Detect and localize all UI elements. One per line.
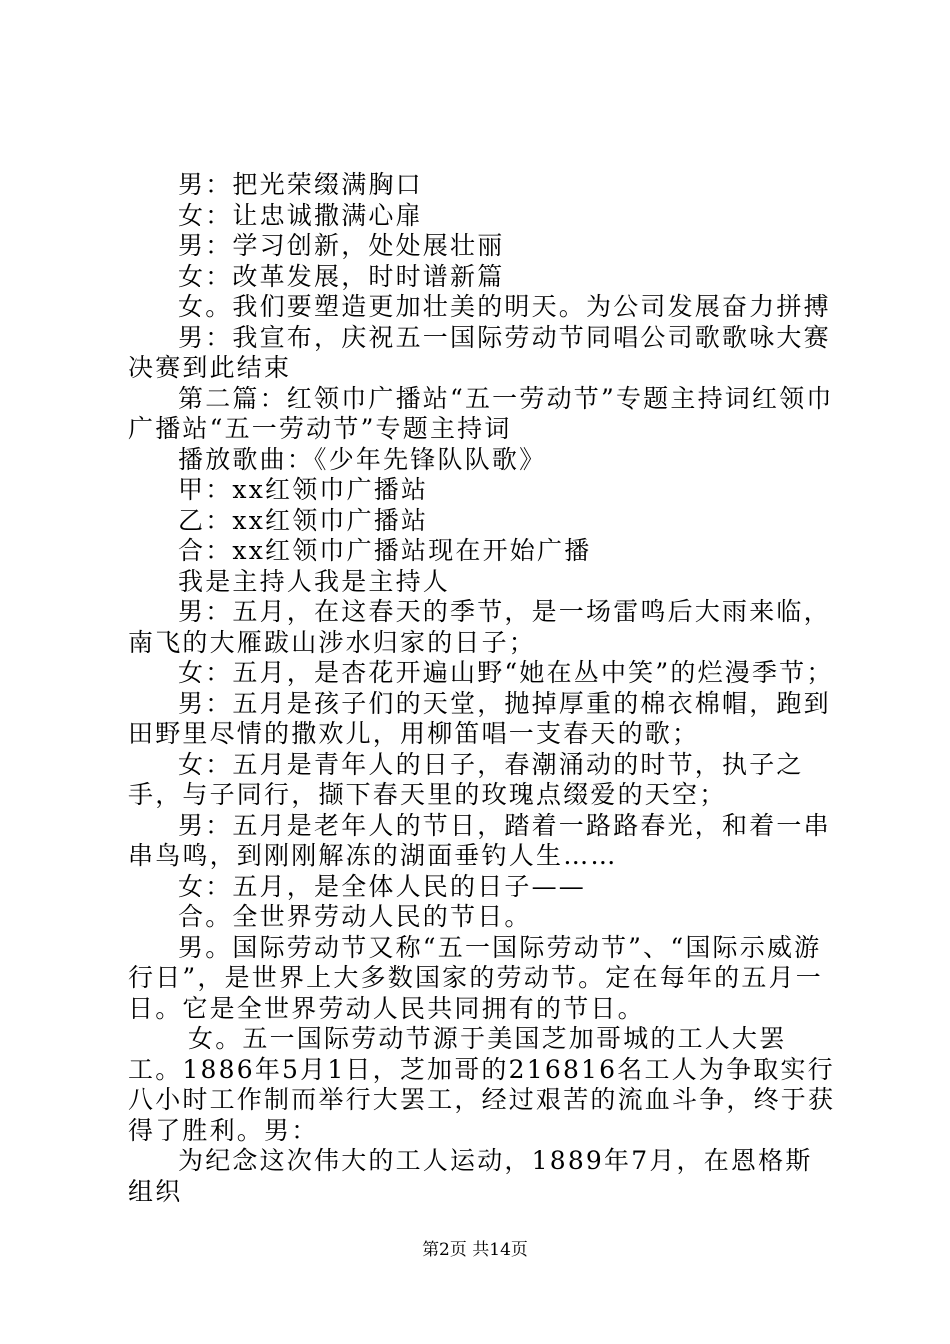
page-footer: 第2页 共14页 [422, 1240, 528, 1260]
paragraph: 女：改革发展，时时谱新篇 [178, 261, 505, 291]
paragraph: 男：我宣布，庆祝五一国际劳动节同唱公司歌歌咏大赛决赛到此结束 [128, 322, 831, 382]
document-body [128, 170, 838, 1207]
paragraph: 乙：xx红领巾广播站 [178, 505, 429, 535]
paragraph: 女：五月是青年人的日子，春潮涌动的时节，执子之手，与子同行，撷下春天里的玫瑰点缀爱的天空； [128, 749, 804, 809]
paragraph: 女：五月，是全体人民的日子—— [178, 871, 587, 901]
paragraph: 男：五月，在这春天的季节，是一场雷鸣后大雨来临，南飞的大雁跋山涉水归家的日子； [128, 597, 831, 657]
paragraph: 我是主持人我是主持人 [178, 566, 451, 596]
paragraph: 男。国际劳动节又称“五一国际劳动节”、“国际示威游行日”，是世界上大多数国家的劳动节。定在每年的五月一日。它是全世界劳动人民共同拥有的节日。 [128, 932, 823, 1023]
paragraph: 男：五月是孩子们的天堂，抛掉厚重的棉衣棉帽，跑到田野里尽情的撒欢儿，用柳笛唱一支春天的歌； [128, 688, 831, 748]
paragraph: 女。五一国际劳动节源于美国芝加哥城的工人大罢工。1886年5月1日，芝加哥的216816名工人为争取实行八小时工作制而举行大罢工，经过艰苦的流血斗争，终于获得了胜利。男： [128, 1024, 836, 1145]
paragraph: 合。全世界劳动人民的节日。 [178, 902, 532, 931]
paragraph: 男：学习创新，处处展壮丽 [178, 231, 505, 260]
paragraph: 女：五月，是杏花开遍山野“她在丛中笑”的烂漫季节； [178, 658, 834, 687]
paragraph: 男：把光荣缀满胸口 [178, 170, 423, 199]
paragraph: 合：xx红领巾广播站现在开始广播 [178, 536, 592, 565]
paragraph: 播放歌曲：《少年先锋队队歌》 [178, 444, 547, 474]
paragraph: 为纪念这次伟大的工人运动，1889年7月，在恩格斯组织 [128, 1146, 813, 1206]
paragraph: 女：让忠诚撒满心扉 [178, 200, 423, 230]
paragraph: 男：五月是老年人的节日，踏着一路路春光，和着一串串鸟鸣，到刚刚解冻的湖面垂钓人生…… [128, 810, 831, 870]
paragraph: 女。我们要塑造更加壮美的明天。为公司发展奋力拼搏 [178, 292, 831, 321]
paragraph: 第二篇：红领巾广播站“五一劳动节”专题主持词红领巾广播站“五一劳动节”专题主持词 [128, 383, 834, 443]
paragraph: 甲：xx红领巾广播站 [178, 475, 429, 504]
